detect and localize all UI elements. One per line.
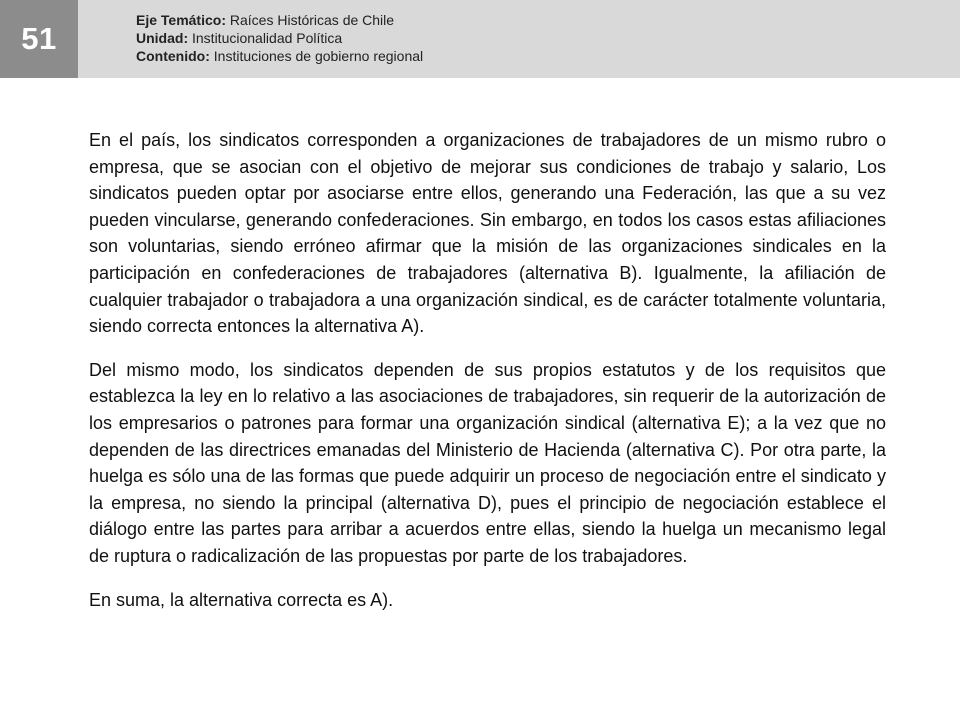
- body-text: [89, 127, 886, 613]
- slide-number-box: [0, 0, 78, 78]
- unidad-value: Institucionalidad Política: [192, 30, 343, 46]
- slide-number: 51: [21, 21, 57, 56]
- eje-tematico-row: [136, 11, 423, 29]
- unidad-label: Unidad:: [136, 30, 189, 46]
- eje-tematico-label: Eje Temático:: [136, 12, 226, 28]
- unidad-row: [136, 29, 423, 47]
- contenido-row: [136, 47, 423, 65]
- paragraph-2: Del mismo modo, los sindicatos dependen de sus propios estatutos y de los requisitos que establezca la ley en lo relativo a las asociaciones de trabajadores, sin requerir de la autorización de los empresarios o patrones para formar una organización sindical (alternativa E); a la vez que no dependen de las directrices emanadas del Ministerio de Hacienda (alternativa C). Por otra parte, la huelga es sólo una de las formas que puede adquirir un proceso de negociación entre el sindicato y la empresa, no siendo la principal (alternativa D), pues el principio de negociación establece el diálogo entre las partes para arribar a acuerdos entre ellas, siendo la huelga un mecanismo legal de ruptura o radicalización de las propuestas por parte de los trabajadores.: [89, 359, 886, 566]
- paragraph-conclusion: En suma, la alternativa correcta es A).: [89, 589, 394, 610]
- contenido-value: Instituciones de gobierno regional: [213, 48, 424, 64]
- header-bar: [0, 0, 960, 78]
- topic-info: [136, 11, 423, 65]
- paragraph-1: En el país, los sindicatos corresponden a organizaciones de trabajadores de un mismo rubro o empresa, que se asocian con el objetivo de mejorar sus condiciones de trabajo y salario, Los sindicatos pueden optar por asociarse entre ellos, generando una Federación, las que a su vez pueden vincularse, generando confederaciones. Sin embargo, en todos los casos estas afiliaciones son voluntarias, siendo erróneo afirmar que la misión de las organizaciones sindicales en la participación en confederaciones de trabajadores (alternativa B). Igualmente, la afiliación de cualquier trabajador o trabajadora a una organización sindical, es de carácter totalmente voluntaria, siendo correcta entonces la alternativa A).: [89, 130, 886, 337]
- contenido-label: Contenido:: [136, 48, 210, 64]
- eje-tematico-value: Raíces Históricas de Chile: [229, 12, 395, 28]
